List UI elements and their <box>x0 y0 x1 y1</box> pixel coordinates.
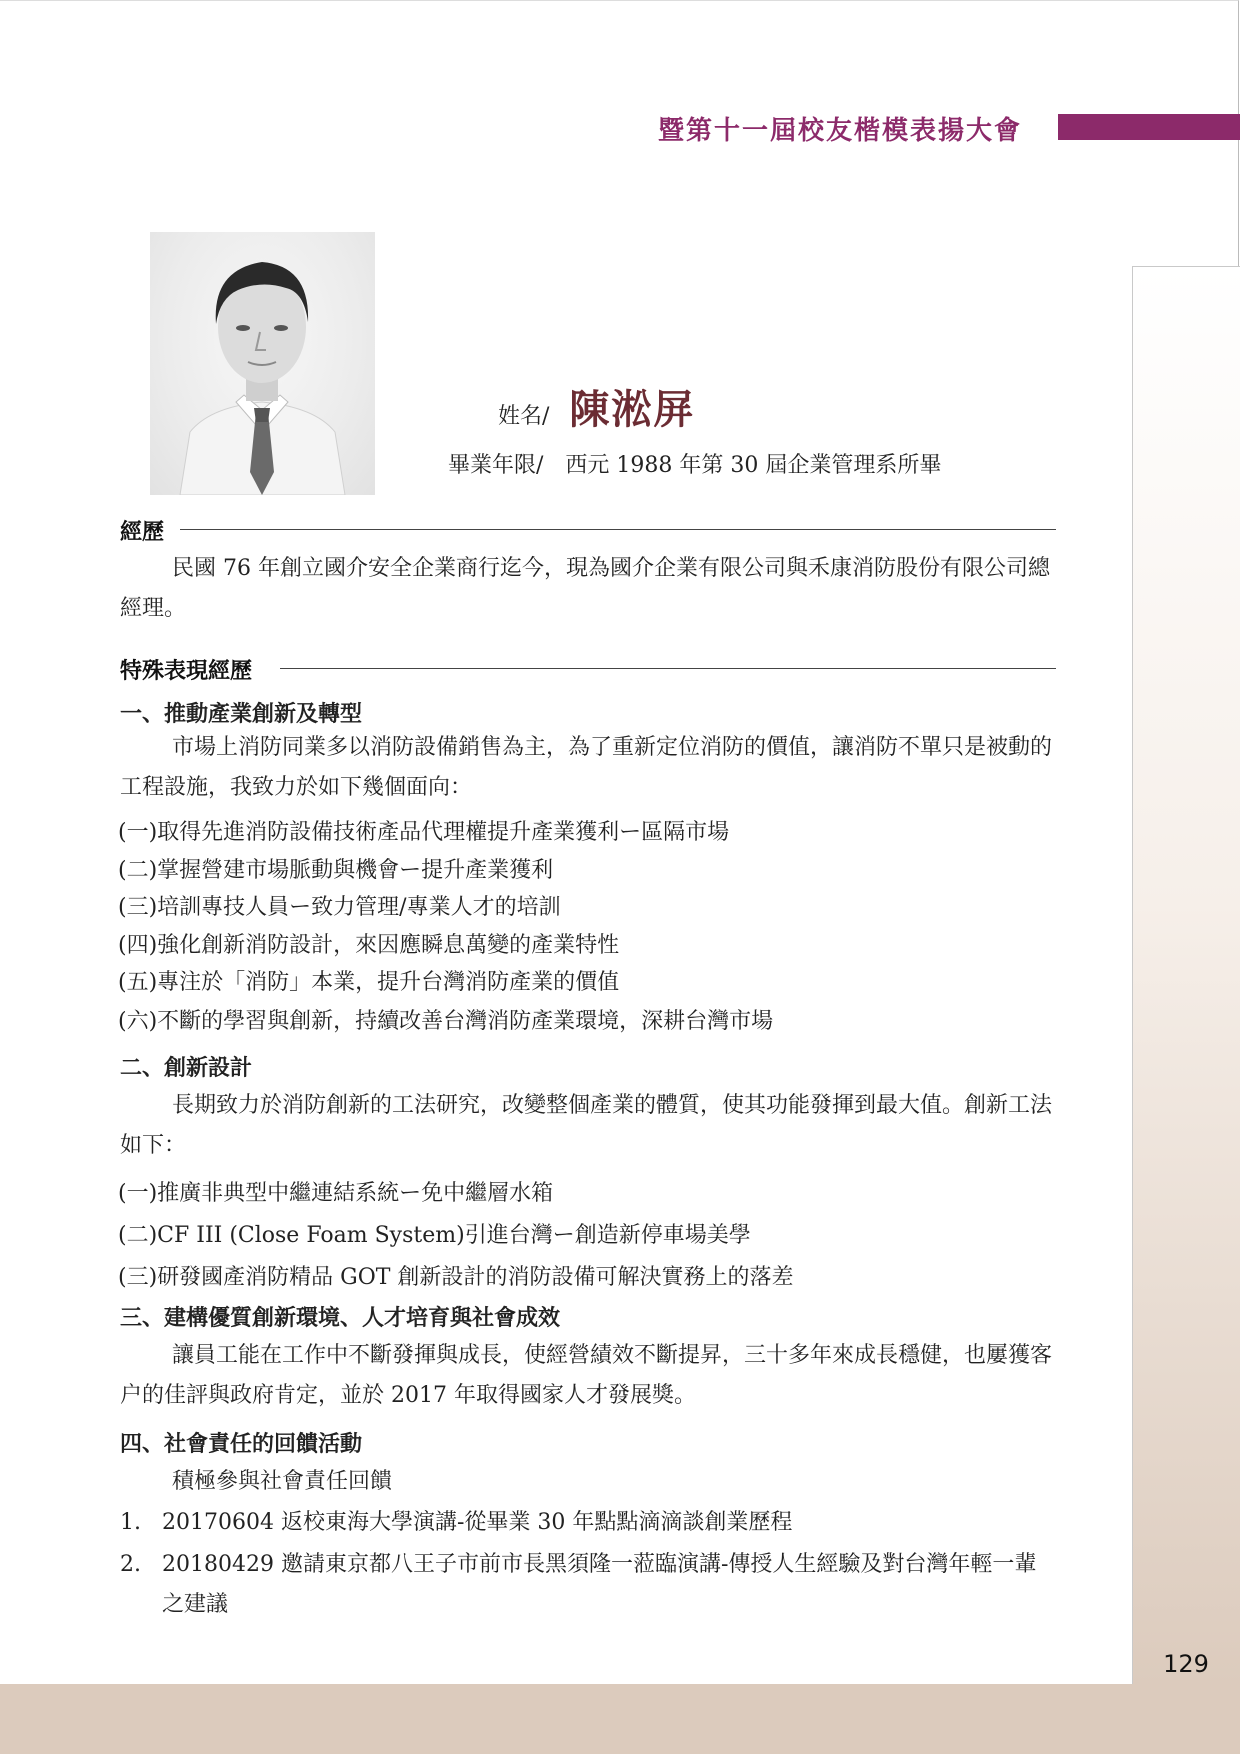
graduation-row <box>448 448 941 479</box>
list-item-number: 2. <box>120 1552 141 1577</box>
section-2-item: (二)CF III (Close Foam System)引進台灣ー創造新停車場美學 <box>118 1223 751 1248</box>
page-number: 129 <box>1163 1650 1209 1678</box>
name-value: 陳淞屏 <box>569 386 696 433</box>
portrait-photo <box>150 232 375 495</box>
list-item-text: 20170604 返校東海大學演講-從畢業 30 年點點滴滴談創業歷程 <box>162 1510 793 1535</box>
list-item-text: 20180429 邀請東京都八王子市前市長黑須隆一蒞臨演講-傳授人生經驗及對台灣年輕一輩之建議 <box>162 1552 1037 1617</box>
special-heading <box>120 654 252 685</box>
section-4-intro: 積極參與社會責任回饋 <box>172 1469 393 1494</box>
section-3-text: 讓員工能在工作中不斷發揮與成長，使經營績效不斷提昇，三十多年來成長穩健，也屢獲客户的佳評與政府肯定，並於 2017 年取得國家人才發展獎。 <box>120 1343 1053 1408</box>
header-title: 暨第十一屆校友楷模表揚大會 <box>657 116 1022 146</box>
section-1-item: (一)取得先進消防設備技術產品代理權提升產業獲利ー區隔市場 <box>118 820 730 845</box>
list-item-number: 1. <box>120 1510 141 1535</box>
section-2-item: (一)推廣非典型中繼連結系統ー免中繼層水箱 <box>118 1181 554 1206</box>
section-4-title: 四、社會責任的回饋活動 <box>120 1431 363 1457</box>
experience-heading-text: 經歷 <box>120 520 165 545</box>
graduation-value: 西元 1988 年第 30 屆企業管理系所畢 <box>565 453 942 478</box>
section-1-item: (六)不斷的學習與創新，持續改善台灣消防產業環境，深耕台灣市場 <box>118 1009 774 1034</box>
list-item <box>120 1545 1057 1625</box>
section-1-title: 一、推動產業創新及轉型 <box>120 701 363 727</box>
experience-heading <box>120 515 164 546</box>
graduation-label: 畢業年限/ <box>448 453 544 478</box>
list-item <box>120 1503 1057 1543</box>
name-row <box>498 378 695 435</box>
special-rule <box>280 668 1056 669</box>
side-panel <box>1132 266 1240 1685</box>
section-2-title: 二、創新設計 <box>120 1055 253 1081</box>
section-1-intro: 市場上消防同業多以消防設備銷售為主，為了重新定位消防的價值，讓消防不單只是被動的工程設施，我致力於如下幾個面向： <box>120 735 1053 800</box>
section-1-item: (五)專注於「消防」本業，提升台灣消防產業的價值 <box>118 970 620 995</box>
section-1-item: (三)培訓專技人員ー致力管理/專業人才的培訓 <box>118 895 561 920</box>
name-label: 姓名/ <box>498 404 550 429</box>
special-heading-text: 特殊表現經歷 <box>120 659 253 684</box>
section-1-item: (二)掌握營建市場脈動與機會ー提升產業獲利 <box>118 858 554 883</box>
section-2-item: (三)研發國產消防精品 GOT 創新設計的消防設備可解決實務上的落差 <box>118 1265 794 1290</box>
experience-text: 民國 76 年創立國介安全企業商行迄今，現為國介企業有限公司與禾康消防股份有限公司總經理。 <box>120 556 1050 621</box>
header-accent-bar <box>1058 114 1240 140</box>
section-2-intro: 長期致力於消防創新的工法研究，改變整個產業的體質，使其功能發揮到最大值。創新工法如下： <box>120 1093 1053 1158</box>
experience-rule <box>180 529 1056 530</box>
section-1-item: (四)強化創新消防設計，來因應瞬息萬變的產業特性 <box>118 933 620 958</box>
bottom-band <box>0 1684 1240 1754</box>
section-3-title: 三、建構優質創新環境、人才培育與社會成效 <box>120 1305 561 1331</box>
